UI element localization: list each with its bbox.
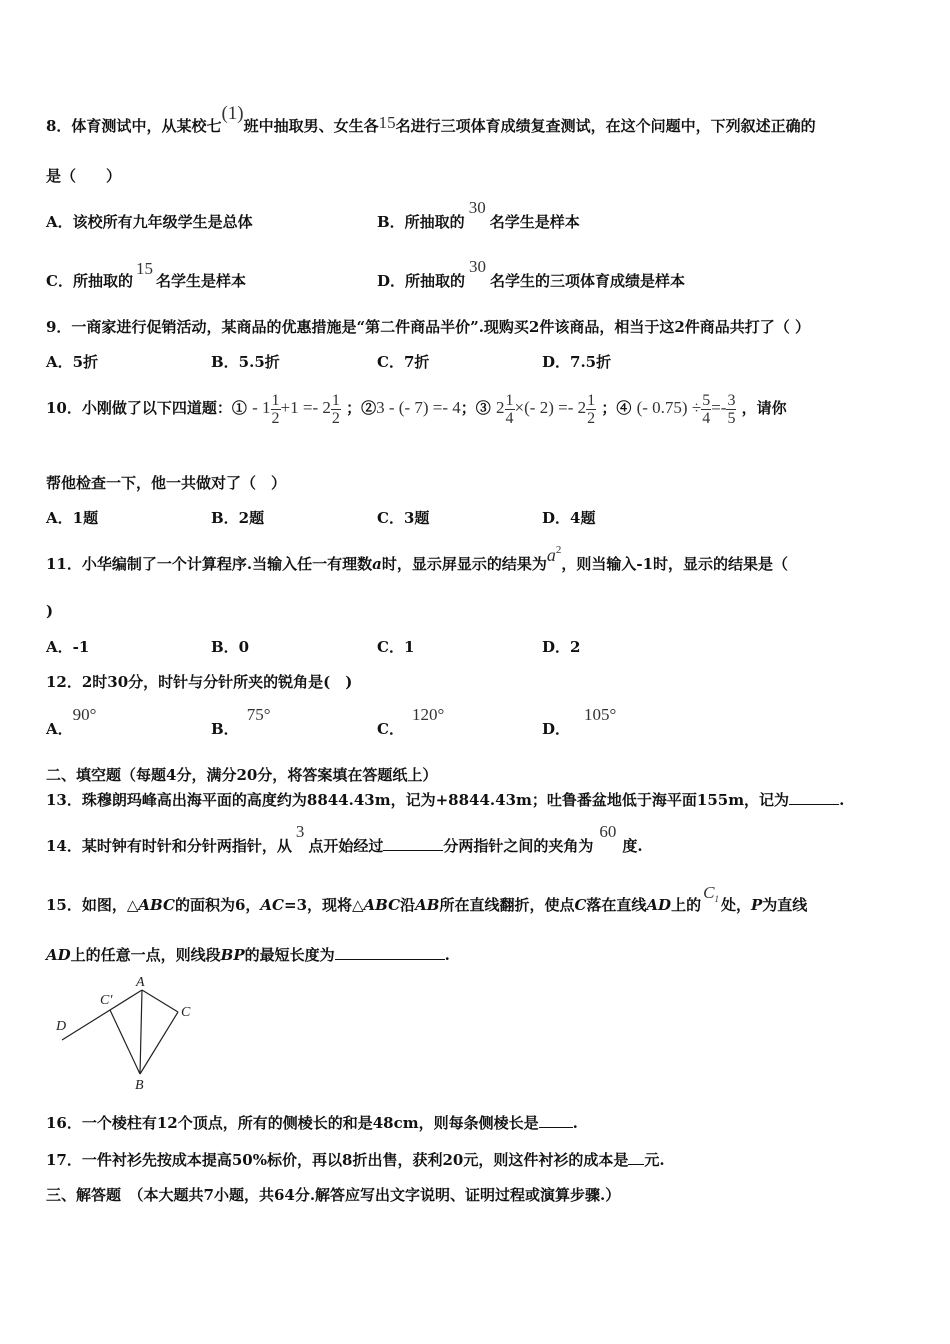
q8-option-b: B．所抽取的30名学生是样本: [377, 198, 580, 231]
q17: 17．一件衬衫先按成本提高50%标价，再以8折出售，获利20元，则这件衬衫的成本是 元.: [46, 1151, 665, 1169]
q17-answer-blank[interactable]: [628, 1150, 644, 1165]
q13: 13．珠穆朗玛峰高出海平面的高度约为8844.43m，记为+8844.43m；吐鲁番盆地低于海平面155m，记为 .: [46, 791, 845, 809]
q16-answer-blank[interactable]: [539, 1113, 573, 1128]
q11-option-a: A．-1: [46, 638, 90, 656]
label-d: D: [56, 1019, 67, 1034]
segment-ac: [142, 990, 178, 1012]
q10-option-b: B．2题: [211, 509, 265, 527]
q13-answer-blank[interactable]: [789, 790, 839, 805]
q9-option-d: D．7.5折: [542, 353, 612, 371]
q8-option-a: A．该校所有九年级学生是总体: [46, 213, 253, 231]
q10-option-c: C．3题: [377, 509, 430, 527]
q15-figure: [50, 972, 210, 1094]
q8-line1: 8．体育测试中，从某校七(1)班中抽取男、女生各15名进行三项体育成绩复查测试，在这个问题中，下列叙述正确的: [46, 103, 816, 135]
segment-c1b: [110, 1010, 140, 1074]
q15-answer-blank[interactable]: [335, 945, 445, 960]
q9-option-c: C．7折: [377, 353, 430, 371]
q10-expr-3: 2 $\frac{1}{4}$ ×(- 2) =- 2 $\frac{1}{2}$: [496, 391, 596, 427]
q16: 16．一个棱柱有12个顶点，所有的侧棱长的和是48cm，则每条侧棱长是 .: [46, 1114, 578, 1132]
q10-expr-2: 3 - (- 7) =- 4: [376, 398, 461, 417]
section-3-heading: 三、解答题 （本大题共7小题，共64分.解答应写出文字说明、证明过程或演算步骤.）: [46, 1186, 621, 1204]
section-2-heading: 二、填空题（每题4分，满分20分，将答案填在答题纸上）: [46, 766, 438, 784]
q10-expr-1: - 1 $\frac{1}{2}$ +1 =- 2 $\frac{1}{2}$: [252, 391, 340, 427]
q12-option-b: B．75°: [211, 705, 271, 738]
label-c-prime: C′: [100, 993, 113, 1008]
q9-option-b: B．5.5折: [211, 353, 280, 371]
q12-option-c: C．120°: [377, 705, 445, 738]
label-b: B: [135, 1078, 144, 1093]
label-a: A: [136, 975, 145, 990]
q8-option-d: D．所抽取的30名学生的三项体育成绩是样本: [377, 257, 686, 290]
q11-option-b: B．0: [211, 638, 250, 656]
q8-option-c: C．所抽取的15名学生是样本: [46, 259, 246, 290]
q15-line1: 15．如图，△ABC的面积为6，AC=3，现将△ABC沿AB所在直线翻折，使点C落在直线AD上的$C_1$ 处，P为直线: [46, 883, 808, 914]
q11-expression: $a^2$: [546, 544, 562, 565]
q10-option-d: D．4题: [542, 509, 596, 527]
q11-line1: 11．小华编制了一个计算程序.当输入任一有理数a时，显示屏显示的结果为$a^2$，则当输入-1时，显示的结果是（: [46, 544, 789, 573]
q11-option-d: D．2: [542, 638, 581, 656]
q12-option-d: D．105°: [542, 705, 617, 738]
q10-line2: 帮他检查一下，他一共做对了（ ）: [46, 474, 287, 492]
segment-cb: [140, 1012, 178, 1074]
q9-option-a: A．5折: [46, 353, 99, 371]
segment-ab: [140, 990, 142, 1074]
q8-class-number: (1): [221, 103, 244, 124]
q12-option-a: A．90°: [46, 705, 97, 738]
q11-line2: ): [46, 602, 54, 620]
q12-stem: 12．2时30分，时针与分针所夹的锐角是( ): [46, 673, 353, 691]
q15-line2: AD上的任意一点，则线段BP的最短长度为 .: [46, 946, 450, 964]
q10-expr-4: (- 0.75) ÷ $\frac{5}{4}$ =- $\frac{3}{5}$: [636, 391, 736, 427]
q14-answer-blank[interactable]: [383, 836, 443, 851]
q8-line2: 是（ ）: [46, 167, 122, 185]
label-c: C: [181, 1005, 191, 1020]
q15-c1-label: $C_1$: [703, 883, 719, 904]
q14: 14．某时钟有时针和分针两指针，从3点开始经过 分两指针之间的夹角为60度.: [46, 822, 643, 855]
q11-option-c: C．1: [377, 638, 415, 656]
q8-num-15: 15: [378, 113, 396, 132]
q9-stem: 9．一商家进行促销活动，某商品的优惠措施是“第二件商品半价”.现购买2件该商品，相当于这2件商品共打了（ ）: [46, 318, 811, 336]
q10-line1: 10．小刚做了以下四道题：① - 1 $\frac{1}{2}$ +1 =- 2 $\frac{1}{2}$ ；②3 - (- 7) =- 4；③ 2 $\frac{1}{4}$ ×(- 2) =- 2 $\frac{1}{2}$ ；④ (- 0.75) ÷ $\frac{5}{4}$ =- $\frac{3}{5}$ ，请你: [46, 391, 787, 427]
q10-option-a: A．1题: [46, 509, 99, 527]
